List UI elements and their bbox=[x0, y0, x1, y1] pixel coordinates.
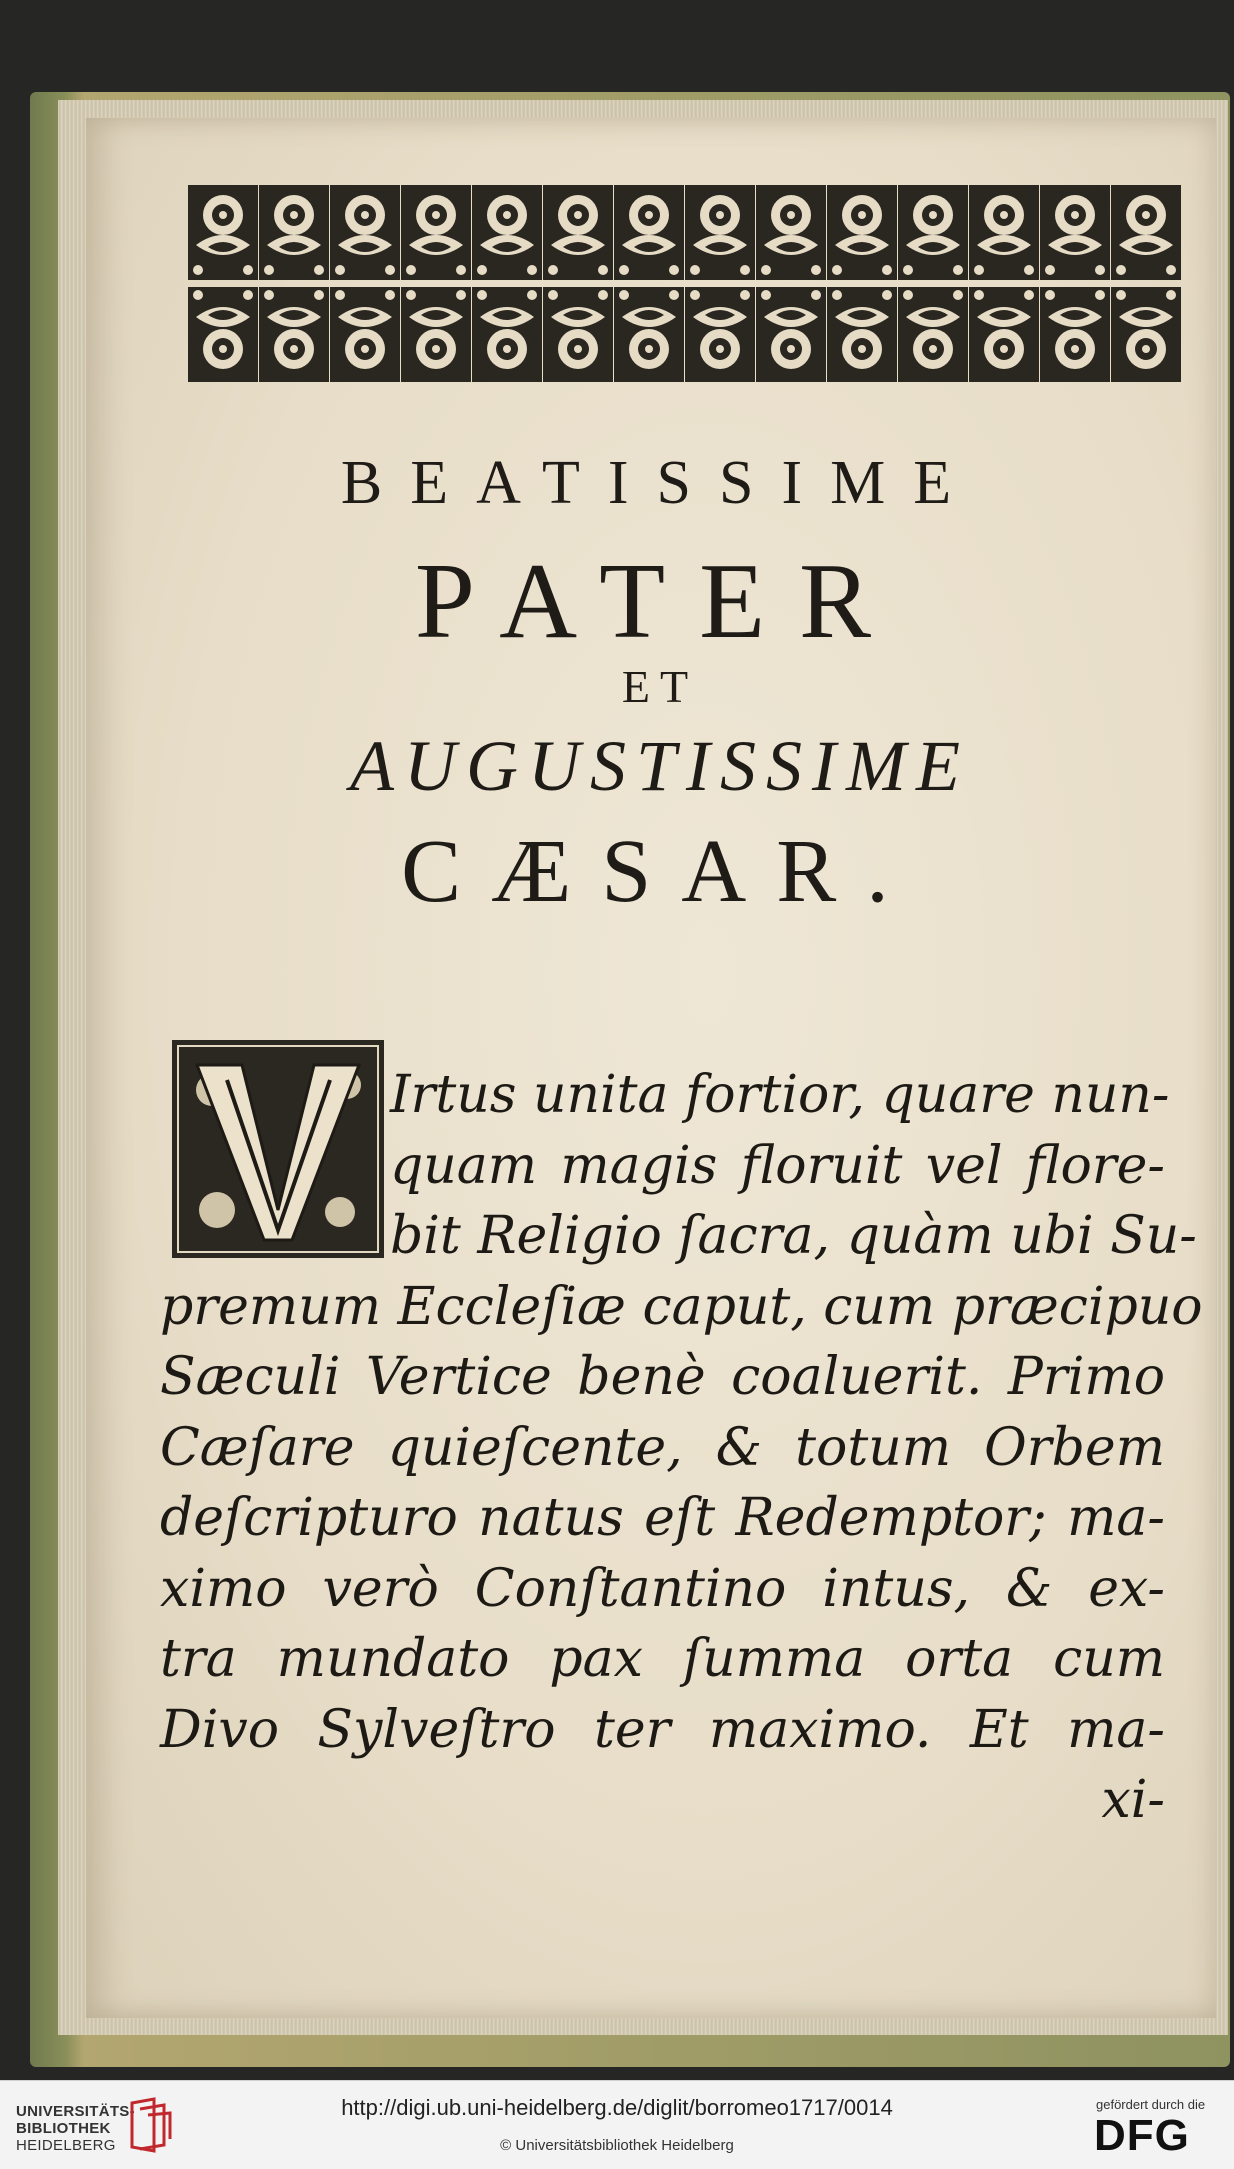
body-line: tra mundato pax ſumma orta cum bbox=[160, 1629, 1165, 1689]
dfg-logo[interactable]: DFG bbox=[1094, 2111, 1190, 2160]
catchword: xi- bbox=[1101, 1770, 1165, 1830]
body-line: Irtus unita fortior, quare nun- bbox=[390, 1065, 1170, 1125]
body-line: deſcripturo natus eſt Redemptor; ma- bbox=[160, 1488, 1165, 1548]
copyright-notice: © Universitätsbibliothek Heidelberg bbox=[500, 2137, 734, 2154]
body-text bbox=[160, 1060, 1203, 1836]
heading-line-3: ET bbox=[621, 661, 699, 712]
heading-line-1: BEATISSIME bbox=[340, 449, 980, 517]
heading-line-4: AUGUSTISSIME bbox=[350, 726, 970, 806]
logo-line-2: BIBLIOTHEK bbox=[16, 2120, 111, 2137]
logo-line-1: UNIVERSITÄTS- bbox=[16, 2103, 135, 2120]
body-line: ximo verò Conſtantino intus, & ex- bbox=[160, 1558, 1165, 1619]
heading-line-5: CÆSAR. bbox=[401, 822, 919, 921]
permalink-url[interactable]: http://digi.ub.uni-heidelberg.de/diglit/borromeo1717/0014 bbox=[341, 2095, 893, 2120]
body-line: quam magis floruit vel flore- bbox=[390, 1135, 1165, 1196]
logo-line-3: HEIDELBERG bbox=[16, 2137, 116, 2154]
body-line: Divo Sylveſtro ter maximo. Et ma- bbox=[160, 1699, 1165, 1760]
body-line: premum Eccleſiæ caput, cum præcipuo bbox=[160, 1276, 1203, 1337]
body-line: Sæculi Vertice benè coaluerit. Primo bbox=[160, 1347, 1165, 1407]
body-line: bit Religio ſacra, quàm ubi Su- bbox=[390, 1206, 1197, 1266]
funding-note: gefördert durch die bbox=[1096, 2097, 1206, 2112]
ornament-border bbox=[188, 185, 1183, 385]
body-line: Cæſare quieſcente, & totum Orbem bbox=[160, 1417, 1165, 1478]
viewer-footer bbox=[0, 2080, 1234, 2169]
heading-line-2: PATER bbox=[414, 542, 906, 661]
